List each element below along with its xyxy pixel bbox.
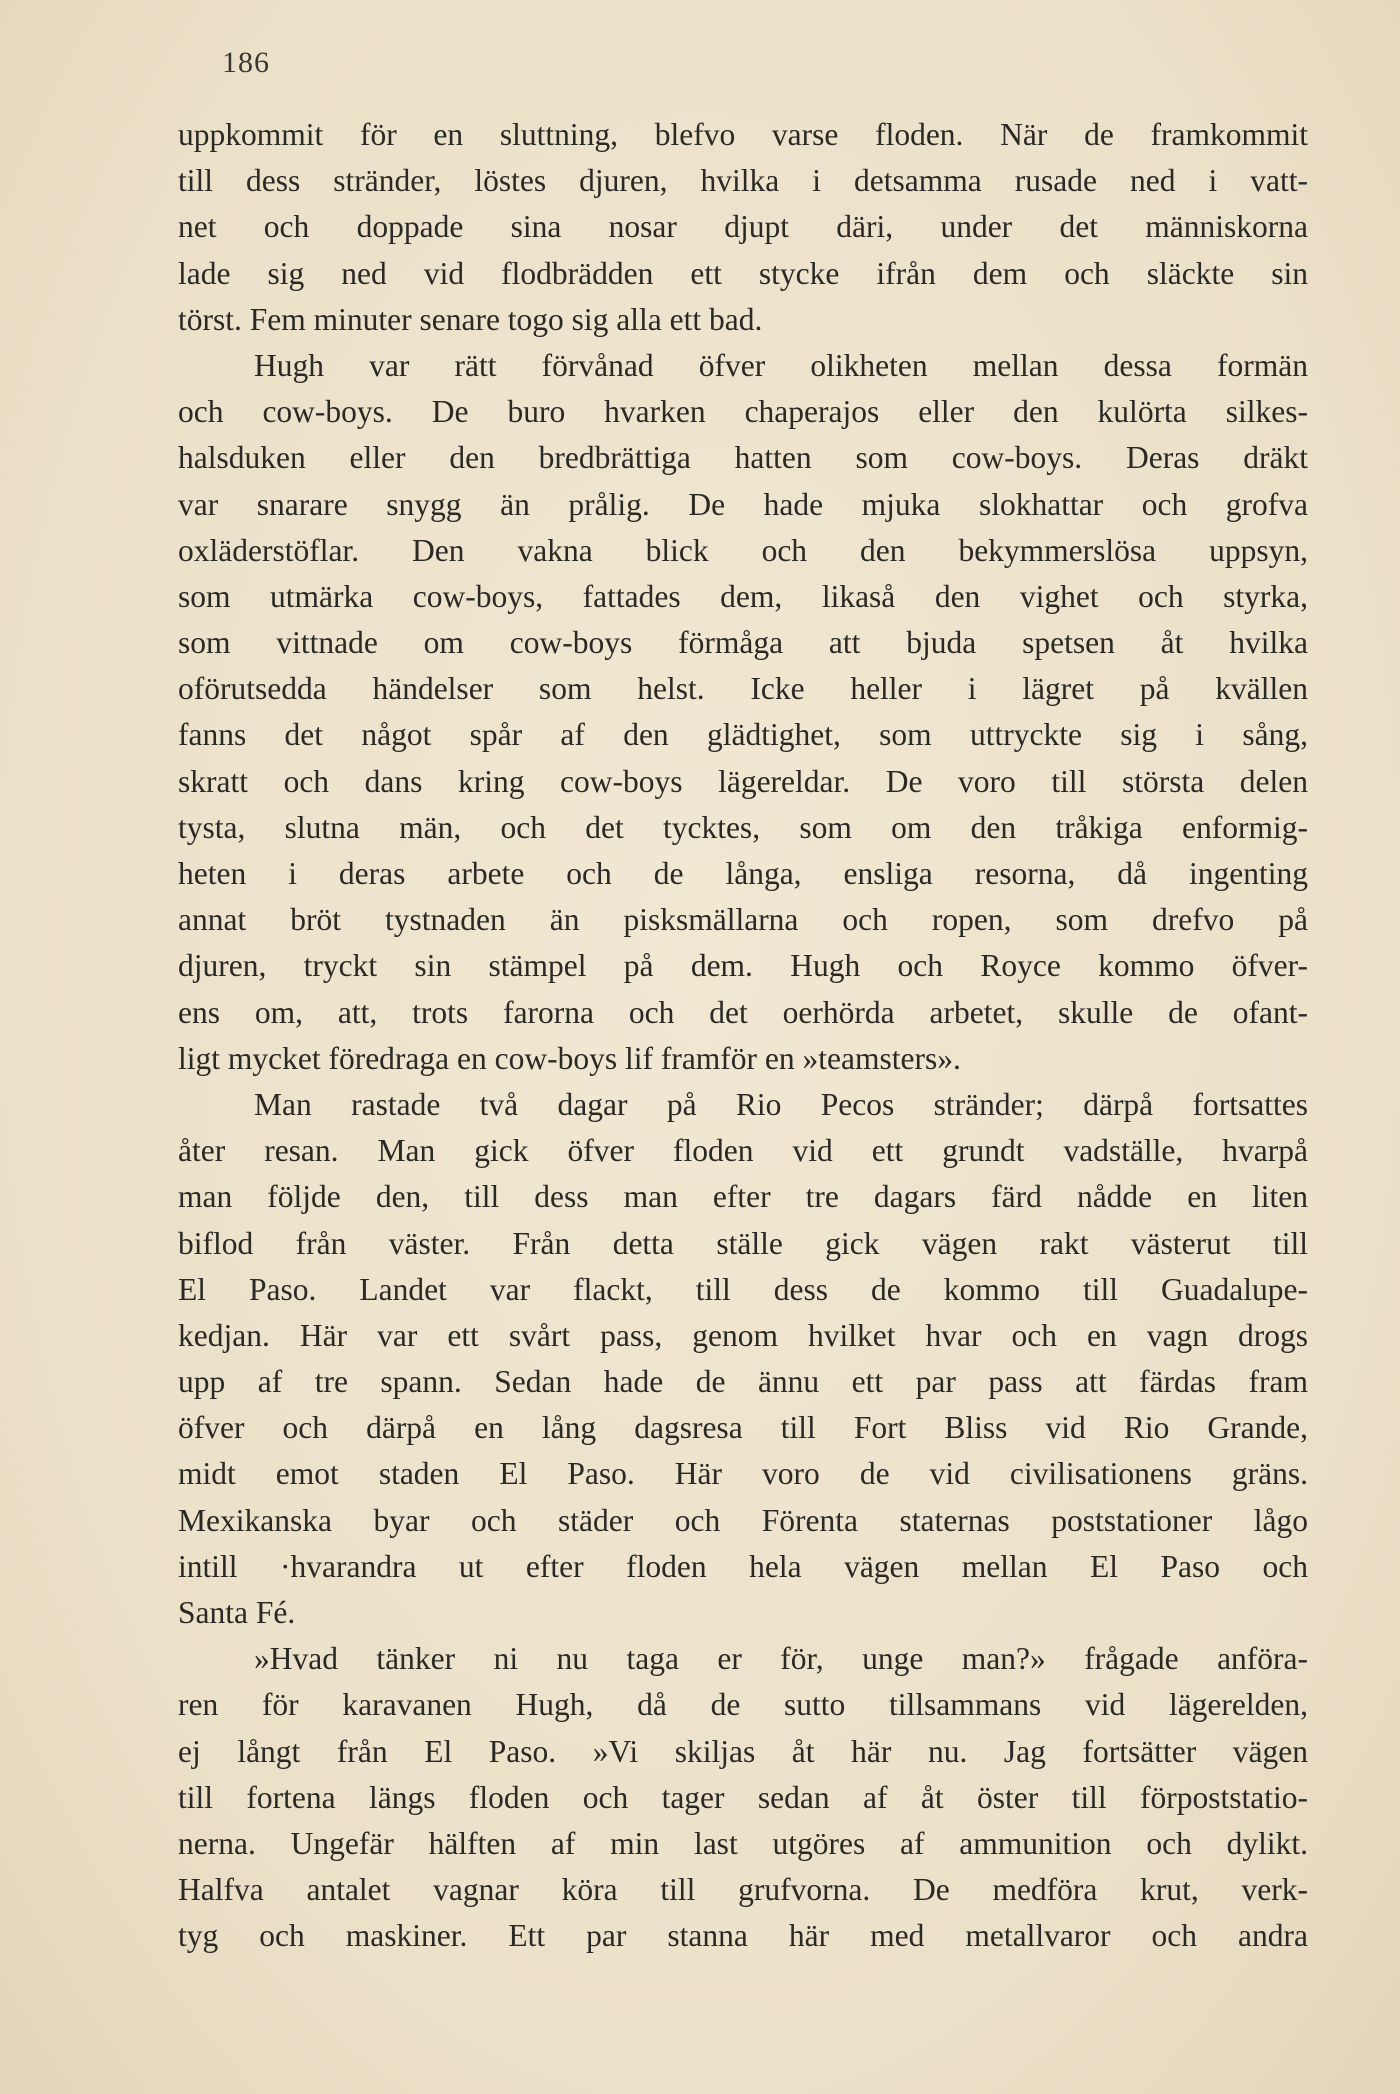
- text-line: öfver och därpå en lång dagsresa till Fort Bliss vid Rio Grande,: [178, 1410, 1308, 1446]
- text-line: ens om, att, trots farorna och det oerhörda arbetet, skulle de ofant-: [178, 994, 1308, 1030]
- text-line: till fortena längs floden och tager sedan af åt öster till förpoststatio-: [178, 1779, 1308, 1815]
- text-line: oförutsedda händelser som helst. Icke heller i lägret på kvällen: [178, 671, 1308, 707]
- page-number: 186: [222, 46, 270, 79]
- text-line: Halfva antalet vagnar köra till grufvorna. De medföra krut, verk-: [178, 1872, 1308, 1908]
- text-line: lade sig ned vid flodbrädden ett stycke ifrån dem och släckte sin: [178, 255, 1308, 291]
- text-line: ren för karavanen Hugh, då de sutto tillsammans vid lägerelden,: [178, 1687, 1308, 1723]
- text-line: och cow-boys. De buro hvarken chaperajos eller den kulörta silkes-: [178, 394, 1308, 430]
- body-text: [178, 112, 1308, 1960]
- text-line: skratt och dans kring cow-boys lägereldar. De voro till största delen: [178, 763, 1308, 799]
- text-line: djuren, tryckt sin stämpel på dem. Hugh och Royce kommo öfver-: [178, 948, 1308, 984]
- text-line: tysta, slutna män, och det tycktes, som om den tråkiga enformig-: [178, 809, 1308, 845]
- text-line: ej långt från El Paso. »Vi skiljas åt här nu. Jag fortsätter vägen: [178, 1733, 1308, 1769]
- text-line: oxläderstöflar. Den vakna blick och den bekymmerslösa uppsyn,: [178, 532, 1308, 568]
- text-line: var snarare snygg än prålig. De hade mjuka slokhattar och grofva: [178, 486, 1308, 522]
- text-line: El Paso. Landet var flackt, till dess de kommo till Guadalupe-: [178, 1271, 1308, 1307]
- text-line: törst. Fem minuter senare togo sig alla ett bad.: [178, 301, 763, 337]
- text-line: Hugh var rätt förvånad öfver olikheten mellan dessa formän: [254, 347, 1308, 383]
- text-line: ligt mycket föredraga en cow-boys lif framför en »teamsters».: [178, 1040, 961, 1076]
- text-line: upp af tre spann. Sedan hade de ännu ett par pass att färdas fram: [178, 1364, 1308, 1400]
- text-line: net och doppade sina nosar djupt däri, under det människorna: [178, 209, 1308, 245]
- text-line: intill ·hvarandra ut efter floden hela vägen mellan El Paso och: [178, 1548, 1308, 1584]
- text-line: Santa Fé.: [178, 1595, 296, 1630]
- text-line: till dess stränder, löstes djuren, hvilka i detsamma rusade ned i vatt-: [178, 163, 1308, 199]
- text-line: biflod från väster. Från detta ställe gick vägen rakt västerut till: [178, 1225, 1308, 1261]
- text-line: som vittnade om cow-boys förmåga att bjuda spetsen åt hvilka: [178, 625, 1308, 661]
- text-line: åter resan. Man gick öfver floden vid ett grundt vadställe, hvarpå: [178, 1133, 1308, 1169]
- text-line: uppkommit för en sluttning, blefvo varse floden. När de framkommit: [178, 117, 1308, 152]
- text-line: »Hvad tänker ni nu taga er för, unge man?» frågade anföra-: [254, 1641, 1308, 1677]
- text-line: halsduken eller den bredbrättiga hatten som cow-boys. Deras dräkt: [178, 440, 1308, 476]
- text-line: midt emot staden El Paso. Här voro de vid civilisationens gräns.: [178, 1456, 1308, 1492]
- text-line: Man rastade två dagar på Rio Pecos stränder; därpå fortsattes: [254, 1086, 1308, 1122]
- text-line: heten i deras arbete och de långa, ensliga resorna, då ingenting: [178, 856, 1308, 891]
- text-line: som utmärka cow-boys, fattades dem, likaså den vighet och styrka,: [178, 578, 1308, 614]
- text-line: kedjan. Här var ett svårt pass, genom hvilket hvar och en vagn drogs: [178, 1317, 1308, 1353]
- text-line: annat bröt tystnaden än pisksmällarna och ropen, som drefvo på: [178, 902, 1308, 938]
- text-line: nerna. Ungefär hälften af min last utgöres af ammunition och dylikt.: [178, 1825, 1308, 1861]
- text-line: fanns det något spår af den glädtighet, som uttryckte sig i sång,: [178, 717, 1308, 753]
- text-line: man följde den, till dess man efter tre dagars färd nådde en liten: [178, 1179, 1308, 1215]
- text-line: tyg och maskiner. Ett par stanna här med metallvaror och andra: [178, 1918, 1308, 1954]
- text-line: Mexikanska byar och städer och Förenta staternas poststationer lågo: [178, 1502, 1308, 1538]
